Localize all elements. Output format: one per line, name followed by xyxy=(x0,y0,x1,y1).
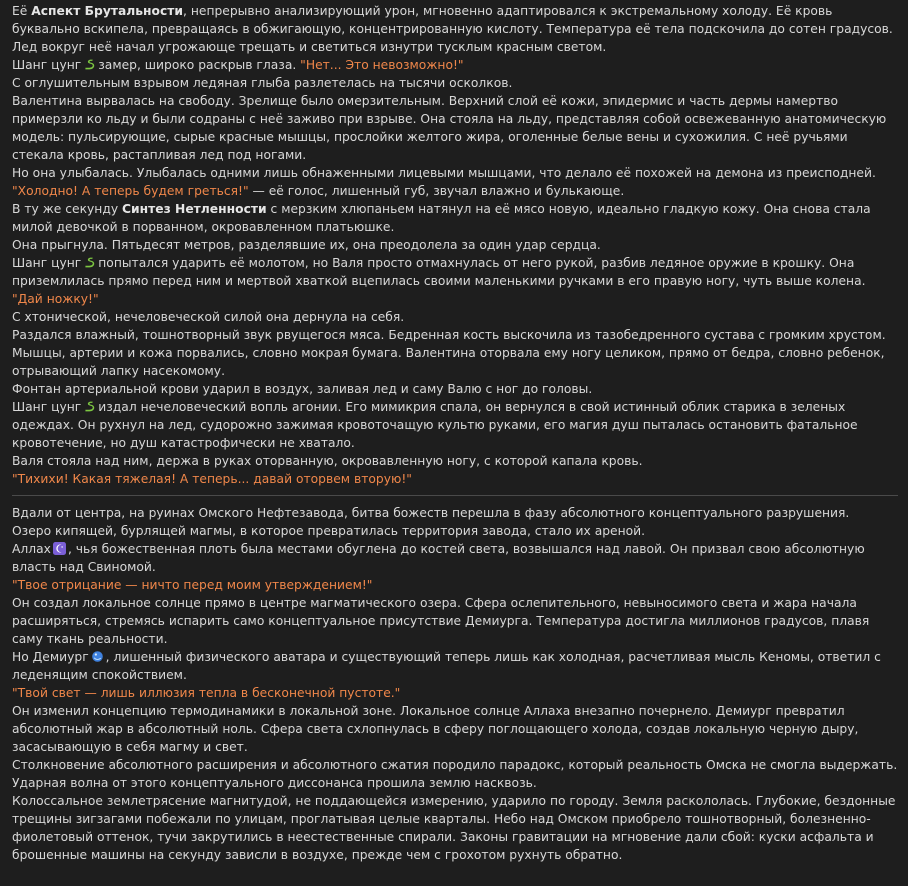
snake-emoji-icon xyxy=(83,400,96,413)
paragraph: Раздался влажный, тошнотворный звук рвущегося мяса. Бедренная кость выскочила из тазобедренного сустава с громким хрустом. Мышцы, артерии и кожа порвались, словно мокрая бумага. Валентина оторвала ему ногу целиком, прямо от бедра, словно ребенок, отрывающий лапку насекомому. xyxy=(12,328,886,378)
paragraph: С хтонической, нечеловеческой силой она дернула на себя. xyxy=(12,310,405,324)
dialogue-quote: "Твой свет — лишь иллюзия тепла в бесконечной пустоте." xyxy=(12,686,401,700)
section-divider xyxy=(12,495,898,496)
paragraph: Фонтан артериальной крови ударил в воздух, заливая лед и саму Валю с ног до головы. xyxy=(12,382,593,396)
paragraph: Шанг цунг издал нечеловеческий вопль агонии. Его мимикрия спала, он вернулся в свой истинный облик старика в зеленых одеждах. Он рухнул на лед, судорожно зажимая кровоточащую культю руками, его магия душ пыталась остановить фатальное кровотечение, но душ катастрофически не хватало. xyxy=(12,400,858,450)
dialogue-quote: "Холодно! А теперь будем греться!" xyxy=(12,184,249,198)
paragraph: Валя стояла над ним, держа в руках оторванную, окровавленную ногу, с которой капала кровь. xyxy=(12,454,643,468)
paragraph: Он создал локальное солнце прямо в центре магматического озера. Сфера ослепительного, невыносимого света и жара начала расширяться, стремясь испарить само концептуальное присутствие Демиурга. Температура достигла миллионов градусов, плавя саму ткань реальности. xyxy=(12,596,870,646)
paragraph: Ударная волна от этого концептуального диссонанса прошила землю насквозь. xyxy=(12,776,537,790)
paragraph: Аллах , чья божественная плоть была местами обуглена до костей света, возвышался над лавой. Он призвал свою абсолютную власть над Свиномой. xyxy=(12,542,865,574)
paragraph: Вдали от центра, на руинах Омского Нефтезавода, битва божеств перешла в фазу абсолютного концептуального разрушения. xyxy=(12,506,850,520)
paragraph: Озеро кипящей, бурлящей магмы, в которое превратилась территория завода, стало их ареной. xyxy=(12,524,646,538)
paragraph: В ту же секунду Синтез Нетленности с мерзким хлюпаньем натянул на её мясо новую, идеально гладкую кожу. Она снова стала милой девочкой в порванном, окровавленном платьюшке. xyxy=(12,202,871,234)
paragraph: Но Демиург , лишенный физического аватара и существующий теперь лишь как холодная, расчетливая мысль Кеномы, ответил с леденящим спокойствием. xyxy=(12,650,881,682)
paragraph: Колоссальное землетрясение магнитудой, не поддающейся измерению, ударило по городу. Земля раскололась. Глубокие, бездонные трещины зигзагами побежали по улицам, проглатывая целые кварталы. Небо над Омском приобрело тошнотворный, болезненно-фиолетовый оттенок, тучи закрутились в неестественные спирали. Законы гравитации на мгновение дали сбой: куски асфальта и брошенные машины на секунду зависли в воздухе, прежде чем с грохотом рухнуть обратно. xyxy=(12,794,896,862)
dialogue-quote: "Нет... Это невозможно!" xyxy=(300,58,464,72)
paragraph: Шанг цунг попытался ударить её молотом, но Валя просто отмахнулась от него рукой, разбив ледяное оружие в крошку. Она приземлилась прямо перед ним и мертвой хваткой вцепилась своими маленькими ручками в его правую ногу, чуть выше колена. xyxy=(12,256,866,288)
dialogue-quote: "Дай ножку!" xyxy=(12,292,99,306)
blue-orb-emoji-icon xyxy=(91,650,104,663)
paragraph: Но она улыбалась. Улыбалась одними лишь обнаженными лицевыми мышцами, что делало её похожей на демона из преисподней. xyxy=(12,166,876,180)
dialogue-quote: "Тихихи! Какая тяжелая! А теперь... давай оторвем вторую!" xyxy=(12,472,412,486)
snake-emoji-icon xyxy=(83,58,96,71)
skill-name: Синтез Нетленности xyxy=(122,202,267,216)
crescent-emoji-icon xyxy=(53,542,66,555)
paragraph: "Холодно! А теперь будем греться!" — её голос, лишенный губ, звучал влажно и булькающе. xyxy=(12,184,625,198)
paragraph: Столкновение абсолютного расширения и абсолютного сжатия породило парадокс, который реальность Омска не смогла выдержать. xyxy=(12,758,898,772)
paragraph: Она прыгнула. Пятьдесят метров, разделявшие их, она преодолела за один удар сердца. xyxy=(12,238,601,252)
paragraph: Он изменил концепцию термодинамики в локальной зоне. Локальное солнце Аллаха внезапно почернело. Демиург превратил абсолютный жар в абсолютный ноль. Сфера света схлопнулась в сферу поглощающего холода, создав локальную черную дыру, засасывающую в себя магму и свет. xyxy=(12,704,859,754)
snake-emoji-icon xyxy=(83,256,96,269)
paragraph: Валентина вырвалась на свободу. Зрелище было омерзительным. Верхний слой её кожи, эпидермис и часть дермы намертво примерзли ко льду и были содраны с неё заживо при взрыве. Она стояла на льду, представляя собой освежеванную анатомическую модель: пульсирующие, сырые красные мышцы, прослойки желтого жира, оголенные белые вены и сухожилия. С неё ручьями стекала кровь, растапливая лед под ногами. xyxy=(12,94,887,162)
paragraph: С оглушительным взрывом ледяная глыба разлетелась на тысячи осколков. xyxy=(12,76,513,90)
skill-name: Аспект Брутальности xyxy=(31,4,184,18)
paragraph: Шанг цунг замер, широко раскрыв глаза. "Нет... Это невозможно!" xyxy=(12,58,464,72)
paragraph: Её Аспект Брутальности, непрерывно анализирующий урон, мгновенно адаптировался к экстремальному холоду. Её кровь буквально вскипела, превращаясь в обжигающую, концентрированную кислоту. Температура её тела подскочила до сотен градусов. Лед вокруг неё начал угрожающе трещать и светиться изнутри тусклым красным светом. xyxy=(12,4,893,54)
dialogue-quote: "Твое отрицание — ничто перед моим утверждением!" xyxy=(12,578,373,592)
